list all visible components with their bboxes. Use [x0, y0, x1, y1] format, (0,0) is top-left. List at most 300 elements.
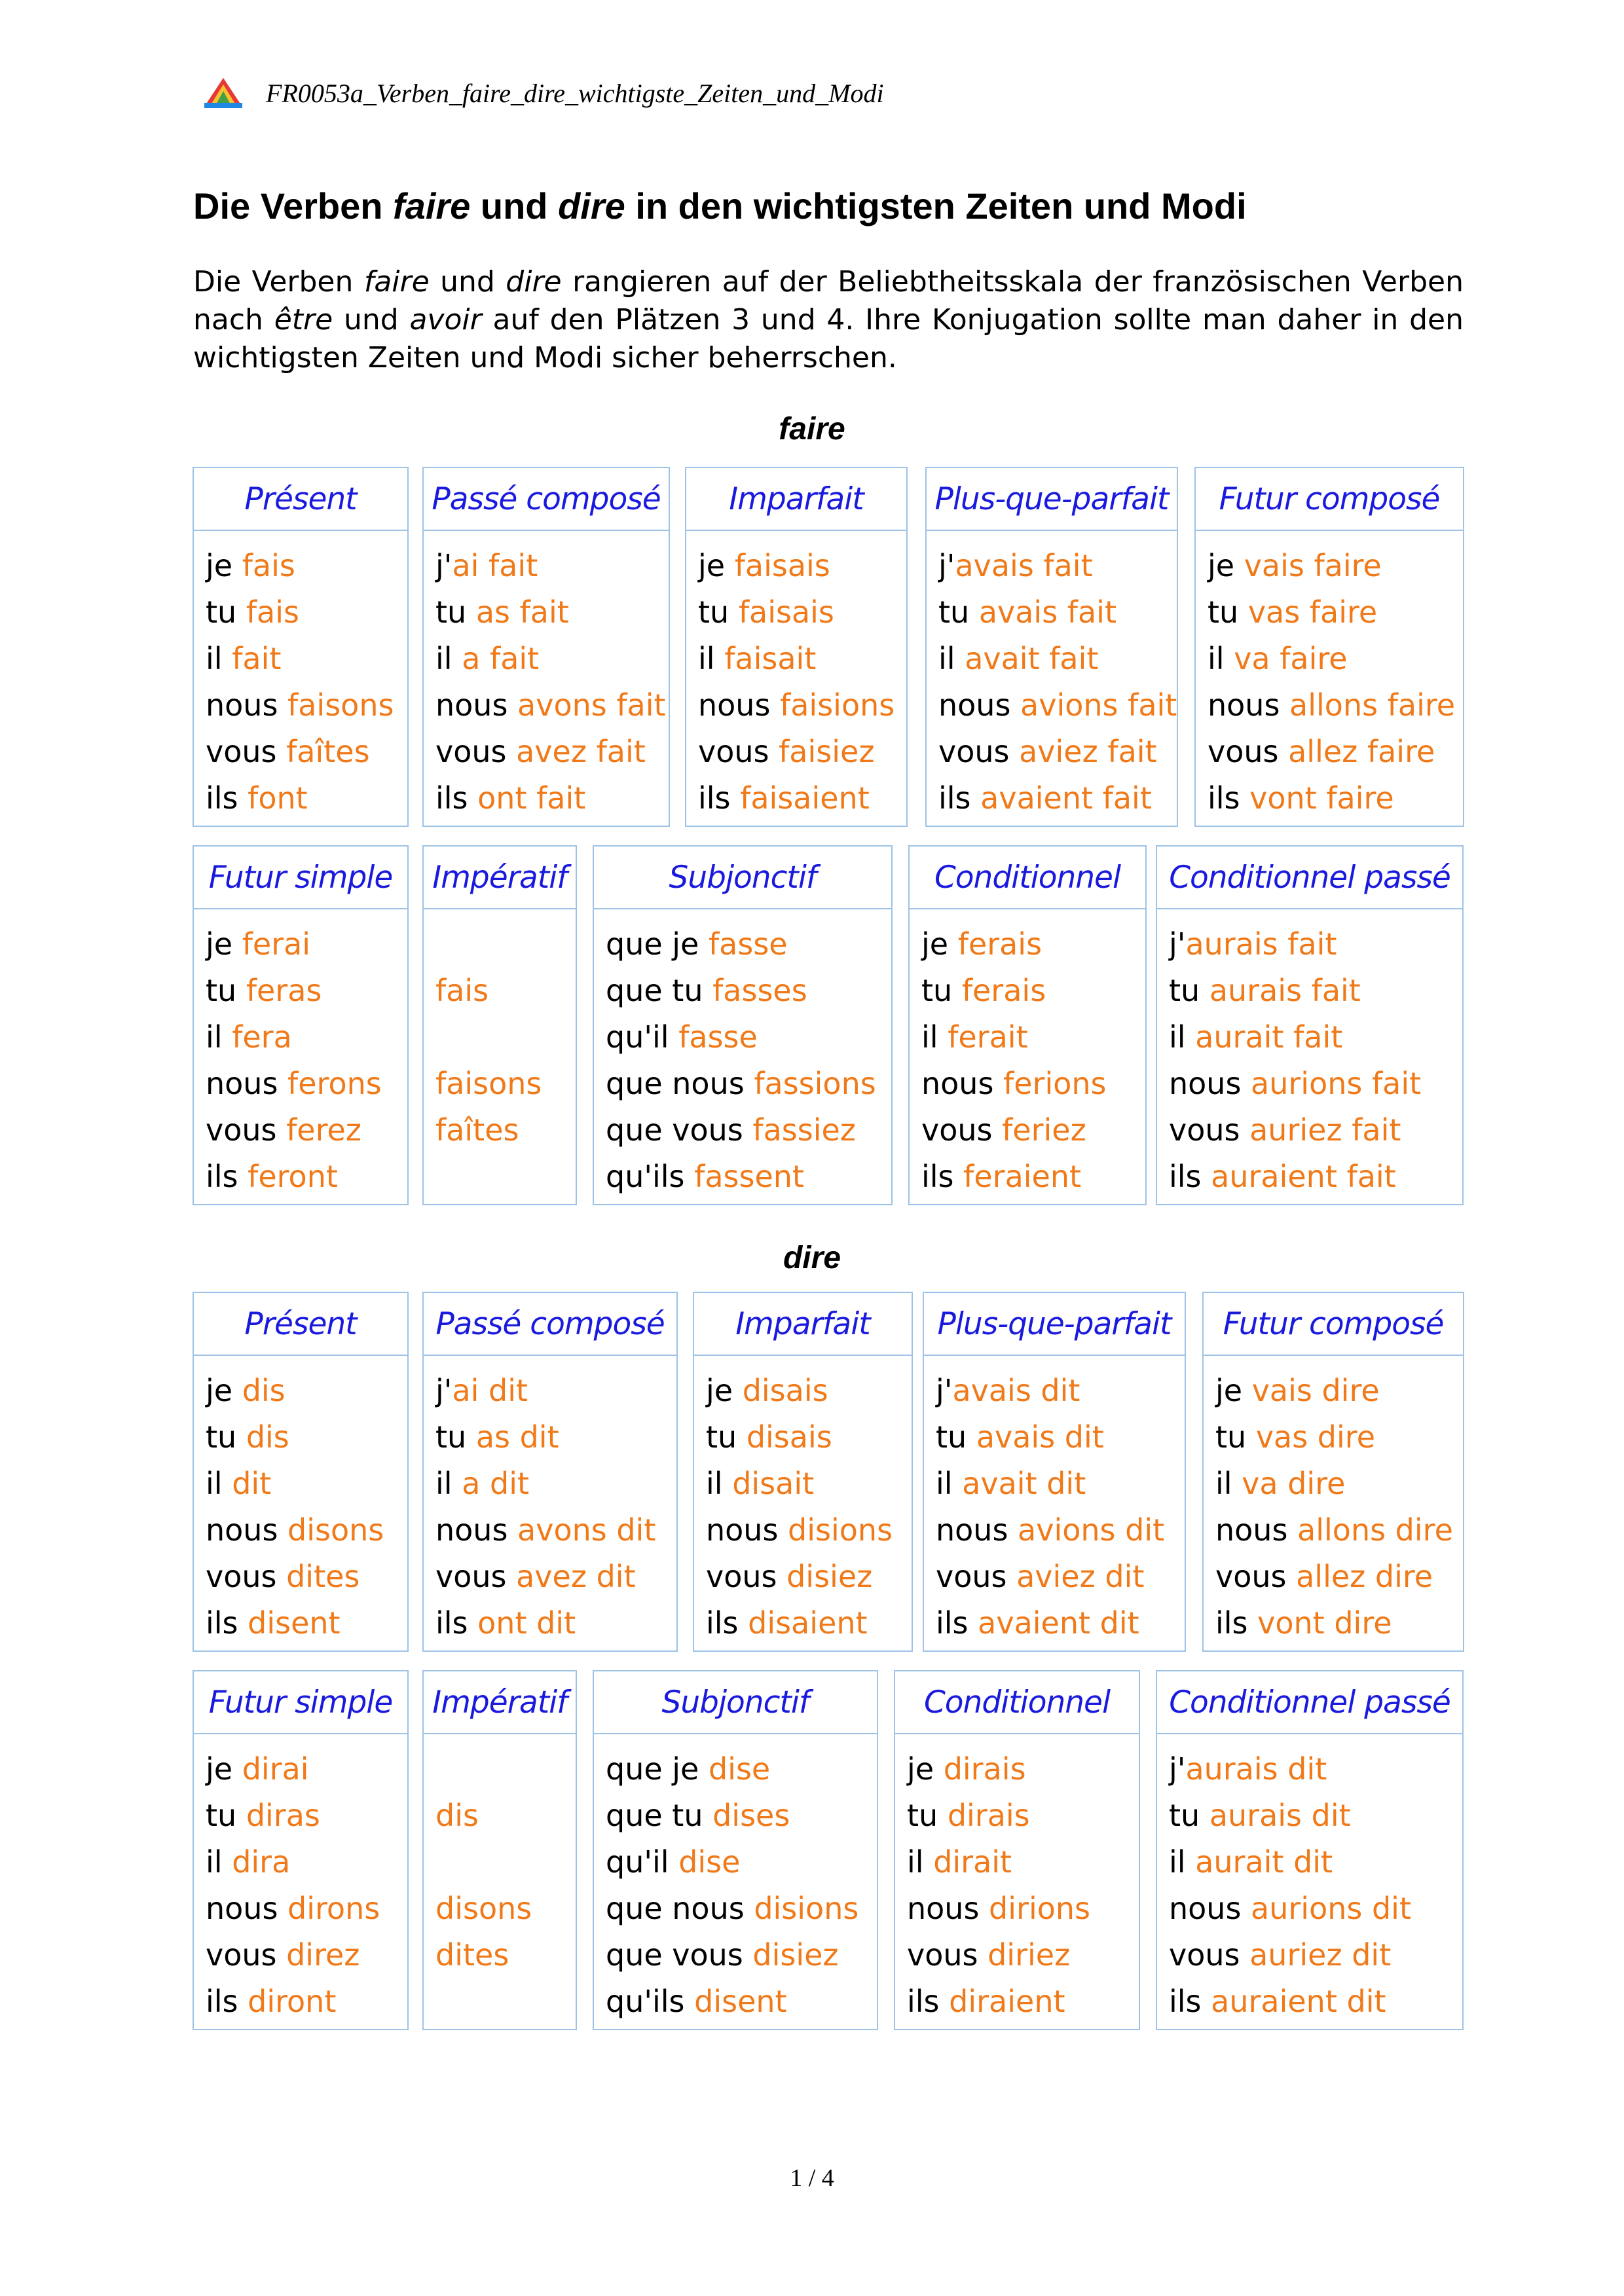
conjugation-line	[606, 1932, 877, 1978]
intro-text: Die Verben	[193, 265, 364, 299]
page-number: 1 / 4	[790, 2164, 834, 2192]
conjugation-line	[435, 1154, 576, 1200]
conjugation-line	[1208, 682, 1463, 729]
pronoun: vous	[698, 734, 779, 769]
verb-form: auraient dit	[1211, 1984, 1386, 2019]
conjugation-line	[435, 1061, 576, 1107]
conjugation-line	[606, 1886, 877, 1932]
verb-form: auraient fait	[1211, 1159, 1396, 1194]
intro-text: rangieren auf der Beliebtheitsskala der französischen Verben nach	[193, 265, 1464, 337]
conjugation-line	[936, 1507, 1185, 1554]
pronoun: ils	[936, 1605, 978, 1641]
verb-form: disions	[754, 1891, 859, 1926]
pronoun: qu'ils	[606, 1159, 695, 1194]
pronoun: tu	[907, 1798, 948, 1833]
verb-form: a dit	[462, 1466, 530, 1501]
verb-form: disaient	[748, 1605, 868, 1641]
conjugation-line	[1208, 775, 1463, 822]
verb-form: dirions	[989, 1891, 1090, 1926]
conjugation-line	[435, 1461, 676, 1507]
conjugation-line	[907, 1746, 1139, 1793]
verb-form: feras	[246, 973, 322, 1008]
conjugation-box-conditionnel	[908, 845, 1147, 1205]
verb-form: aviez dit	[1016, 1559, 1145, 1594]
conjugation-line	[1215, 1554, 1463, 1600]
verb-form: ferait	[948, 1019, 1028, 1055]
verb-form: aurais fait	[1185, 926, 1337, 962]
conjugation-line	[936, 1600, 1185, 1647]
pronoun: qu'ils	[606, 1984, 695, 2019]
pronoun: vous	[435, 734, 517, 769]
intro-verb: avoir	[409, 303, 482, 337]
pronoun: tu	[1215, 1419, 1256, 1455]
intro-text: auf den Plätzen 3 und 4. Ihre Konjugation sollte man daher in den wichtigsten Zeiten und Modi sicher beherrschen.	[193, 303, 1464, 374]
pronoun: je	[206, 548, 242, 583]
verb-form: ai dit	[452, 1373, 528, 1408]
pronoun: tu	[1169, 1798, 1209, 1833]
verb-form: va dire	[1242, 1466, 1346, 1501]
verb-form: ferais	[957, 926, 1043, 962]
pronoun: nous	[1208, 687, 1290, 723]
conjugation-list	[424, 531, 669, 822]
tense-heading: Imparfait	[694, 1293, 912, 1356]
verb-form: faisons	[287, 687, 394, 723]
pronoun: il	[921, 1019, 948, 1055]
conjugation-line	[706, 1414, 912, 1461]
conjugation-list	[686, 531, 906, 822]
pronoun: il	[206, 641, 232, 676]
conjugation-box-futur-simple	[193, 845, 409, 1205]
verb-form: fait	[232, 641, 282, 676]
pronoun: ils	[921, 1159, 964, 1194]
conjugation-line	[907, 1839, 1139, 1886]
conjugation-line	[1169, 1154, 1462, 1200]
pronoun: je	[1208, 548, 1244, 583]
conjugation-line	[206, 1932, 407, 1978]
pronoun: ils	[435, 1605, 478, 1641]
conjugation-line	[921, 1061, 1145, 1107]
pronoun: nous	[938, 687, 1021, 723]
conjugation-list	[194, 531, 407, 822]
pronoun: tu	[1169, 973, 1209, 1008]
conjugation-line	[921, 1014, 1145, 1061]
pronoun: que nous	[606, 1066, 754, 1101]
pronoun: tu	[698, 594, 739, 630]
conjugation-line	[206, 1507, 407, 1554]
pronoun: nous	[206, 1891, 288, 1926]
conjugation-line	[706, 1461, 912, 1507]
pronoun: tu	[206, 1798, 246, 1833]
conjugation-line	[206, 1061, 407, 1107]
verb-form: aurions fait	[1251, 1066, 1422, 1101]
conjugation-line	[1215, 1368, 1463, 1414]
pronoun: vous	[907, 1937, 988, 1973]
verb-form: dise	[708, 1751, 771, 1787]
conjugation-list	[194, 909, 407, 1200]
verb-form: fais	[242, 548, 295, 583]
verb-form: ferions	[1003, 1066, 1107, 1101]
pronoun: nous	[435, 687, 518, 723]
pronoun: que tu	[606, 1798, 713, 1833]
verb-form: avez fait	[516, 734, 646, 769]
verb-form: disais	[746, 1419, 832, 1455]
pronoun: tu	[936, 1419, 976, 1455]
pronoun: je	[698, 548, 735, 583]
verb-form: avions dit	[1018, 1512, 1165, 1548]
pronoun: tu	[435, 594, 476, 630]
pronoun: vous	[206, 1937, 287, 1973]
verb-form: vont dire	[1257, 1605, 1392, 1641]
tense-heading: Futur composé	[1204, 1293, 1463, 1356]
verb-form: feraient	[963, 1159, 1082, 1194]
conjugation-line	[435, 1600, 676, 1647]
conjugation-list	[194, 1356, 407, 1647]
pronoun: ils	[938, 780, 981, 816]
conjugation-line	[435, 1839, 576, 1886]
verb-form: allez faire	[1288, 734, 1435, 769]
verb-form: aurais dit	[1185, 1751, 1327, 1787]
pronoun: il	[1208, 641, 1234, 676]
verb-form: aurait fait	[1195, 1019, 1343, 1055]
pronoun: vous	[921, 1112, 1003, 1148]
page-header	[203, 73, 884, 113]
conjugation-line	[435, 968, 576, 1014]
conjugation-line	[938, 589, 1177, 636]
verb-form: avons fait	[517, 687, 666, 723]
conjugation-line	[206, 1600, 407, 1647]
pronoun: qu'il	[606, 1844, 679, 1880]
pronoun: tu	[206, 1419, 246, 1455]
conjugation-box-imparfait	[693, 1292, 913, 1652]
pronoun: ils	[1169, 1159, 1211, 1194]
verb-form: dirais	[943, 1751, 1026, 1787]
tense-heading: Futur simple	[194, 847, 407, 909]
pronoun: nous	[206, 1512, 288, 1548]
pronoun: j'	[435, 548, 452, 583]
conjugation-line	[435, 1746, 576, 1793]
verb-form: disait	[732, 1466, 815, 1501]
verb-form: vas dire	[1255, 1419, 1375, 1455]
conjugation-line	[921, 968, 1145, 1014]
verb-form: avaient dit	[978, 1605, 1139, 1641]
pronoun: ils	[206, 1605, 248, 1641]
tense-heading: Plus-que-parfait	[924, 1293, 1185, 1356]
tense-heading: Subjonctif	[594, 847, 891, 909]
pronoun: tu	[921, 973, 962, 1008]
pronoun: je	[206, 1751, 242, 1787]
verb-form: allons dire	[1297, 1512, 1453, 1548]
pronoun: il	[206, 1019, 232, 1055]
pronoun: vous	[206, 734, 287, 769]
conjugation-line	[698, 589, 906, 636]
pronoun: nous	[435, 1512, 518, 1548]
conjugation-line	[706, 1554, 912, 1600]
verb-form: aurais dit	[1209, 1798, 1351, 1833]
conjugation-line	[1208, 589, 1463, 636]
verb-form: ferons	[287, 1066, 382, 1101]
conjugation-box-futur-compose	[1194, 467, 1464, 827]
conjugation-line	[606, 921, 891, 968]
verb-form: direz	[286, 1937, 360, 1973]
conjugation-line	[206, 1978, 407, 2025]
conjugation-list	[924, 1356, 1185, 1647]
verb-form: aviez fait	[1019, 734, 1157, 769]
pronoun: vous	[1169, 1112, 1250, 1148]
verb-form: dites	[286, 1559, 360, 1594]
pronoun: ils	[435, 780, 478, 816]
tense-heading: Présent	[194, 1293, 407, 1356]
verb-form: disent	[248, 1605, 341, 1641]
pronoun: nous	[206, 687, 288, 723]
conjugation-line	[938, 682, 1177, 729]
conjugation-box-subjonctif	[593, 1670, 878, 2030]
conjugation-line	[435, 1978, 576, 2025]
verb-form: dites	[435, 1937, 509, 1973]
pronoun: il	[938, 641, 965, 676]
verb-form: font	[248, 780, 308, 816]
verb-form: ont dit	[477, 1605, 576, 1641]
pronoun: il	[435, 1466, 462, 1501]
intro-verb: être	[274, 303, 333, 337]
conjugation-list	[1157, 909, 1462, 1200]
verb-form: avais fait	[978, 594, 1116, 630]
conjugation-box-conditionnel-passe	[1156, 845, 1464, 1205]
verb-form: avais fait	[955, 548, 1093, 583]
verb-form: as dit	[475, 1419, 559, 1455]
verb-form: dis	[242, 1373, 286, 1408]
verb-form: faisaient	[740, 780, 870, 816]
pronoun: ils	[1215, 1605, 1258, 1641]
verb-form: fais	[246, 594, 299, 630]
conjugation-line	[435, 589, 669, 636]
conjugation-line	[921, 921, 1145, 968]
verb-form: ferez	[286, 1112, 361, 1148]
conjugation-line	[938, 775, 1177, 822]
verb-form: dit	[232, 1466, 272, 1501]
verb-form: vais faire	[1244, 548, 1382, 583]
verb-form: aurais fait	[1209, 973, 1361, 1008]
pronoun: vous	[1169, 1937, 1250, 1973]
pronoun: nous	[1215, 1512, 1298, 1548]
verb-form: diriez	[987, 1937, 1071, 1973]
verb-form: fassent	[694, 1159, 804, 1194]
pronoun: j'	[936, 1373, 953, 1408]
pronoun: tu	[938, 594, 979, 630]
conjugation-line	[206, 1839, 407, 1886]
conjugation-line	[1169, 1839, 1462, 1886]
conjugation-line	[938, 636, 1177, 682]
conjugation-line	[435, 1107, 576, 1154]
pronoun: vous	[936, 1559, 1017, 1594]
conjugation-line	[606, 1061, 891, 1107]
verb-form: disiez	[752, 1937, 839, 1973]
verb-form: disais	[742, 1373, 828, 1408]
pronoun: ils	[698, 780, 741, 816]
conjugation-line	[206, 1154, 407, 1200]
verb-form: dises	[712, 1798, 790, 1833]
pronoun: ils	[206, 1984, 248, 2019]
conjugation-line	[206, 682, 407, 729]
verb-form: avait fait	[965, 641, 1099, 676]
pronoun: vous	[1215, 1559, 1297, 1594]
conjugation-line	[706, 1600, 912, 1647]
tense-heading: Subjonctif	[594, 1671, 877, 1734]
conjugation-line	[936, 1554, 1185, 1600]
conjugation-line	[936, 1461, 1185, 1507]
pronoun: il	[1215, 1466, 1242, 1501]
conjugation-line	[936, 1414, 1185, 1461]
conjugation-line	[698, 543, 906, 589]
verb-form: fera	[232, 1019, 292, 1055]
pronoun: il	[706, 1466, 733, 1501]
title-text: und	[470, 185, 559, 227]
conjugation-line	[206, 729, 407, 775]
conjugation-line	[698, 775, 906, 822]
conjugation-line	[206, 775, 407, 822]
conjugation-list	[194, 1734, 407, 2025]
verb-form: faîtes	[435, 1112, 519, 1148]
conjugation-list	[424, 1356, 676, 1647]
conjugation-line	[1169, 1932, 1462, 1978]
verb-form: dira	[232, 1844, 291, 1880]
pronoun: que vous	[606, 1937, 753, 1973]
intro-text: und	[429, 265, 506, 299]
tense-heading: Impératif	[424, 847, 576, 909]
verb-form: diront	[248, 1984, 337, 2019]
intro-verb: dire	[506, 265, 562, 299]
conjugation-line	[435, 1368, 676, 1414]
conjugation-line	[606, 1978, 877, 2025]
conjugation-line	[206, 1461, 407, 1507]
pronoun: j'	[1169, 1751, 1186, 1787]
conjugation-box-imperatif	[422, 845, 577, 1205]
verb-form: avez dit	[516, 1559, 636, 1594]
conjugation-line	[435, 921, 576, 968]
pronoun: vous	[206, 1112, 287, 1148]
conjugation-line	[206, 1793, 407, 1839]
pronoun: il	[1169, 1019, 1196, 1055]
conjugation-list	[1204, 1356, 1463, 1647]
verb-form: disions	[788, 1512, 893, 1548]
conjugation-line	[435, 1932, 576, 1978]
pronoun: ils	[1208, 780, 1250, 816]
conjugation-box-subjonctif	[593, 845, 893, 1205]
verb-form: vas faire	[1247, 594, 1378, 630]
pronoun: ils	[206, 1159, 248, 1194]
conjugation-line	[698, 682, 906, 729]
verb-form: allons faire	[1289, 687, 1456, 723]
verb-form: dirai	[242, 1751, 309, 1787]
conjugation-line	[435, 682, 669, 729]
verb-form: faisait	[724, 641, 817, 676]
conjugation-line	[435, 1014, 576, 1061]
conjugation-line	[606, 1154, 891, 1200]
conjugation-list	[424, 909, 576, 1200]
conjugation-line	[435, 1793, 576, 1839]
verb-form: faisons	[435, 1066, 542, 1101]
verb-form: feriez	[1002, 1112, 1086, 1148]
pronoun: ils	[907, 1984, 950, 2019]
pronoun: il	[206, 1844, 232, 1880]
conjugation-line	[435, 1554, 676, 1600]
conjugation-box-futur-simple	[193, 1670, 409, 2030]
conjugation-line	[1215, 1600, 1463, 1647]
conjugation-line	[706, 1368, 912, 1414]
verb-form: disiez	[786, 1559, 873, 1594]
conjugation-box-plus-que-parfait	[923, 1292, 1186, 1652]
pronoun: il	[435, 641, 462, 676]
pronoun: qu'il	[606, 1019, 679, 1055]
intro-paragraph	[193, 263, 1464, 377]
verb-form: dis	[435, 1798, 479, 1833]
verb-form: as fait	[475, 594, 569, 630]
pronoun: vous	[206, 1559, 287, 1594]
title-verb-dire: dire	[558, 185, 625, 227]
verb-form: a fait	[462, 641, 540, 676]
pronoun: il	[206, 1466, 232, 1501]
pronoun: j'	[435, 1373, 452, 1408]
pronoun: tu	[206, 594, 246, 630]
conjugation-list	[424, 1734, 576, 2025]
verb-form: disons	[435, 1891, 532, 1926]
conjugation-line	[1208, 729, 1463, 775]
conjugation-line	[907, 1932, 1139, 1978]
pronoun: tu	[435, 1419, 476, 1455]
tense-heading: Impératif	[424, 1671, 576, 1734]
conjugation-line	[1169, 1014, 1462, 1061]
verb-form: diras	[246, 1798, 320, 1833]
verb-form: ferai	[242, 926, 311, 962]
conjugation-line	[435, 1507, 676, 1554]
conjugation-line	[907, 1793, 1139, 1839]
tense-heading: Passé composé	[424, 468, 669, 531]
verb-form: avons dit	[517, 1512, 656, 1548]
pronoun: nous	[1169, 1066, 1251, 1101]
conjugation-line	[938, 729, 1177, 775]
tense-heading: Passé composé	[424, 1293, 676, 1356]
verb-form: diraient	[949, 1984, 1065, 2019]
conjugation-list	[910, 909, 1145, 1200]
verb-form: dirais	[947, 1798, 1030, 1833]
conjugation-line	[206, 1368, 407, 1414]
conjugation-line	[1169, 1746, 1462, 1793]
pronoun: il	[1169, 1844, 1196, 1880]
conjugation-line	[206, 589, 407, 636]
pronoun: nous	[1169, 1891, 1251, 1926]
verb-form: fasses	[712, 973, 807, 1008]
pronoun: que je	[606, 926, 709, 962]
pronoun: j'	[1169, 926, 1186, 962]
conjugation-line	[606, 1014, 891, 1061]
pronoun: je	[706, 1373, 743, 1408]
verb-form: avions fait	[1020, 687, 1177, 723]
conjugation-line	[1169, 968, 1462, 1014]
conjugation-line	[706, 1507, 912, 1554]
verb-form: fasse	[708, 926, 788, 962]
verb-form: fassiez	[752, 1112, 856, 1148]
conjugation-list	[1157, 1734, 1462, 2025]
tense-heading: Conditionnel passé	[1157, 1671, 1462, 1734]
pronoun: que je	[606, 1751, 709, 1787]
conjugation-box-conditionnel-passe	[1156, 1670, 1464, 2030]
verb-form: faisais	[738, 594, 834, 630]
section-title-faire: faire	[779, 412, 845, 446]
conjugation-line	[921, 1154, 1145, 1200]
page-title	[193, 185, 1247, 227]
title-text: Die Verben	[193, 185, 394, 227]
verb-form: dirait	[933, 1844, 1012, 1880]
header-file-name: FR0053a_Verben_faire_dire_wichtigste_Zeiten_und_Modi	[266, 78, 884, 108]
